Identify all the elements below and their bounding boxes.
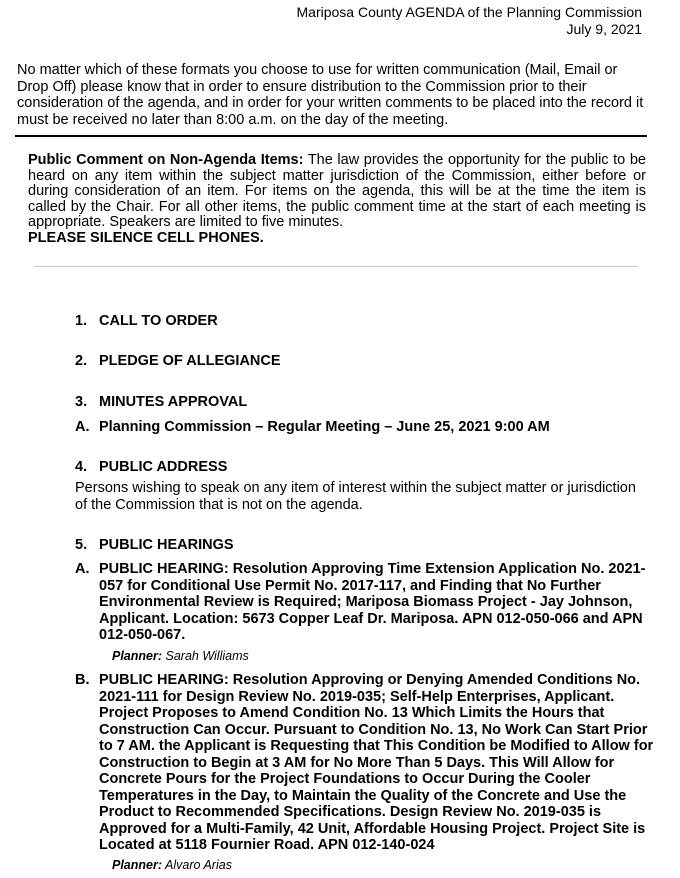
agenda-item-public-address [75, 459, 227, 476]
item-letter: A. [75, 561, 90, 577]
agenda-item-pledge [75, 353, 281, 370]
item-letter: A. [75, 419, 90, 435]
item-label: CALL TO ORDER [99, 313, 218, 329]
item-label: PUBLIC HEARING: Resolution Approving or Denying Amended Conditions No. 2021-111 for Design Review No. 2019-035; Self-Help Enterprises, Applicant. Project Proposes to Amend Condition No. 13 Which Limits the Hours that Construction Can Occur. Pursuant to Condition No. 13, No Work Can Start Prior to 7 AM. the Applicant is Requesting that This Condition be Modified to Allow for Construction to Begin at 3 AM for No More Than 5 Days. This Will Allow for Concrete Pours for the Project Foundations to Occur During the Cooler Temperatures in the Day, to Maintain the Quality of the Concrete and Use the Product to Recommended Specifications. Design Review No. 2019-035 is Approved for a Multi-Family, 42 Unit, Affordable Housing Project. Project Site is Located at 5118 Fournier Road. APN 012-140-024 [99, 672, 654, 853]
public-address-description: Persons wishing to speak on any item of interest within the subject matter or jurisdiction of the Commission that is not on the agenda. [75, 480, 636, 513]
public-comment-body: The law provides the opportunity for the public to be heard on any item within the subject matter jurisdiction of the Commission, either before or during consideration of an item. For items on the agenda, this will be at the time the item is called by the Chair. For all other items, the public comment time at the start of each meeting is appropriate. Speakers are limited to five minutes. [28, 152, 646, 231]
planner-label: Planner: [112, 649, 163, 663]
item-label: MINUTES APPROVAL [99, 394, 248, 410]
agenda-subitem-minutes-june-25 [75, 419, 550, 436]
public-comment-heading: Public Comment on Non-Agenda Items: [28, 152, 304, 168]
agenda-subitem-hearing-biomass [75, 561, 655, 644]
document-header [297, 4, 643, 38]
agenda-item-minutes-approval [75, 394, 247, 411]
planner-line-biomass [112, 649, 249, 664]
written-communication-notice: No matter which of these formats you choose to use for written communication (Mail, Email or Drop Off) please know that in order to ensure distribution to the Commission prior to their consideration of the agenda, and in order for your written comments to be placed into the record it must be received no later than 8:00 a.m. on the day of the meeting. [17, 62, 644, 128]
planner-name: Alvaro Arias [165, 858, 232, 872]
item-letter: B. [75, 672, 90, 688]
item-label: Planning Commission – Regular Meeting – June 25, 2021 9:00 AM [99, 419, 550, 435]
planner-line-self-help [112, 858, 232, 873]
item-number: 4. [75, 459, 88, 475]
item-number: 1. [75, 313, 88, 329]
agenda-item-public-hearings [75, 537, 234, 554]
public-comment-section [28, 153, 646, 247]
silence-phones-notice: PLEASE SILENCE CELL PHONES. [28, 229, 264, 246]
item-label: PUBLIC ADDRESS [99, 459, 228, 475]
planner-label: Planner: [112, 858, 163, 872]
agenda-subitem-hearing-self-help [75, 672, 655, 854]
light-divider [34, 266, 638, 267]
item-label: PUBLIC HEARINGS [99, 537, 234, 553]
item-number: 3. [75, 394, 88, 410]
header-date: July 9, 2021 [566, 21, 642, 37]
section-divider [15, 135, 647, 137]
header-title: Mariposa County AGENDA of the Planning Commission [296, 4, 642, 20]
planner-name: Sarah Williams [165, 649, 249, 663]
agenda-item-call-to-order [75, 313, 218, 330]
item-number: 2. [75, 353, 88, 369]
item-label: PLEDGE OF ALLEGIANCE [99, 353, 281, 369]
item-number: 5. [75, 537, 88, 553]
item-label: PUBLIC HEARING: Resolution Approving Time Extension Application No. 2021-057 for Conditional Use Permit No. 2017-117, and Finding that No Further Environmental Review is Required; Mariposa Biomass Project - Jay Johnson, Applicant. Location: 5673 Copper Leaf Dr. Mariposa. APN 012-050-066 and APN 012-050-067. [99, 561, 646, 643]
